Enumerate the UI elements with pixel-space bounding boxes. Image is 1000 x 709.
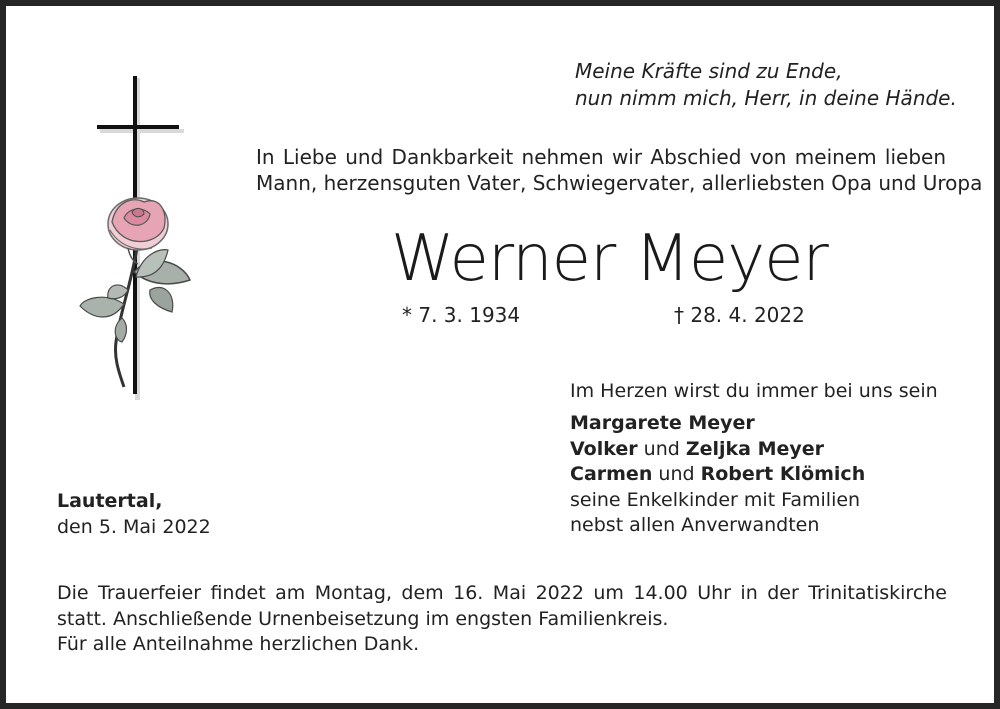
family-name: Robert Klömich: [700, 463, 866, 485]
conjunction: und: [652, 463, 701, 485]
family-list: [570, 411, 865, 539]
intro-line-2: Mann, herzensguten Vater, Schwiegervater, allerliebsten Opa und Uropa: [256, 171, 983, 195]
family-name: Carmen: [570, 463, 653, 485]
family-line-5: nebst allen Anverwandten: [570, 514, 820, 536]
funeral-info-line-2: statt. Anschließende Urnenbeisetzung im engsten Familienkreis.: [57, 607, 669, 630]
family-line-2: [570, 437, 865, 463]
motto: [575, 58, 965, 112]
funeral-info-line-3: Für alle Anteilnahme herzlichen Dank.: [57, 633, 420, 655]
intro-line-1: In Liebe und Dankbarkeit nehmen wir Abschied von meinem lieben: [256, 145, 946, 169]
motto-line-1: Meine Kräfte sind zu Ende,: [575, 59, 843, 83]
intro-text: [256, 144, 983, 196]
family-name: Zeljka Meyer: [685, 437, 825, 460]
heart-line: Im Herzen wirst du immer bei uns sein: [570, 380, 938, 402]
place-and-date: [57, 489, 211, 540]
date: den 5. Mai 2022: [57, 515, 211, 538]
funeral-info: [57, 581, 947, 658]
family-name: Volker: [570, 437, 638, 460]
death-date: † 28. 4. 2022: [674, 303, 805, 327]
family-line-1: Margarete Meyer: [570, 412, 755, 434]
birth-date: * 7. 3. 1934: [402, 303, 521, 327]
cross-with-rose-icon: [72, 72, 202, 412]
place: Lautertal,: [57, 490, 163, 512]
family-line-3: [570, 462, 865, 488]
deceased-name: Werner Meyer: [391, 222, 828, 296]
conjunction: und: [637, 437, 686, 460]
funeral-info-line-1: Die Trauerfeier findet am Montag, dem 16. Mai 2022 um 14.00 Uhr in der Trinitatiskirche: [57, 582, 947, 604]
motto-line-2: nun nimm mich, Herr, in deine Hände.: [575, 86, 957, 110]
family-line-4: seine Enkelkinder mit Familien: [570, 488, 861, 511]
